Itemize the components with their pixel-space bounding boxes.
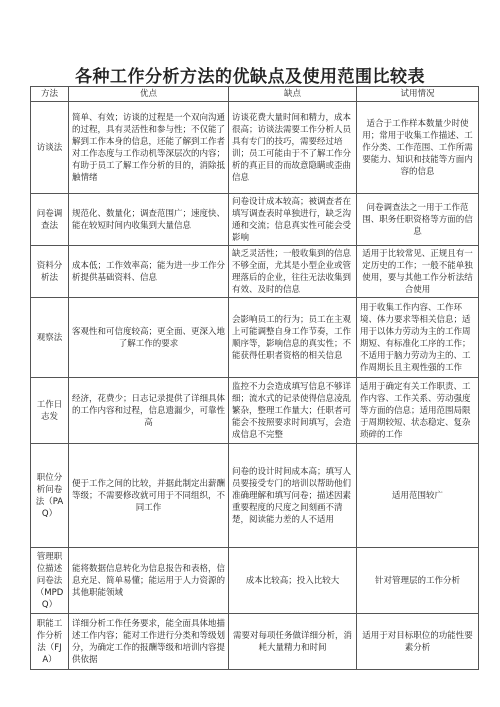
table-row	[31, 378, 479, 444]
method-cell: 工作日志发	[31, 378, 69, 444]
usage-cell: 适用于对目标职位的功能性要素分析	[357, 614, 479, 670]
header-cons: 缺点	[229, 87, 357, 102]
table-row	[31, 246, 479, 298]
method-cell: 管理职位描述问卷法（MPDQ）	[31, 548, 69, 614]
method-cell: 职能工作分析法（FJA）	[31, 614, 69, 670]
cons-cell: 缺乏灵活性；一般收集到的信息不够全面，尤其是小型企业或管理落后的企业，往往无法收集到有效、及时的信息	[229, 246, 357, 298]
cons-cell: 问卷的设计时间成本高；填写人员要接受专门的培训以帮助他们准确理解和填写问卷；描述因素重要程度的尺度之间刻画不清楚，阅读能力差的人不适用	[229, 444, 357, 548]
method-cell: 职位分析问卷法（PAQ）	[31, 444, 69, 548]
cons-cell: 成本比较高；投入比较大	[229, 548, 357, 614]
pros-cell: 成本低；工作效率高；能为进一步工作分析提供基础资料、信息	[69, 246, 229, 298]
header-row	[31, 87, 479, 102]
table-row	[31, 194, 479, 246]
usage-cell: 适用于比较常见、正规且有一定历史的工作；一般不能单独使用，要与其他工作分析法结合使用	[357, 246, 479, 298]
cons-cell: 会影响员工的行为；员工在主观上可能调整自身工作节奏，工作顺序等，影响信息的真实性；不能获得任职者资格的相关信息	[229, 298, 357, 378]
cons-cell: 需要对每项任务做详细分析，消耗大量精力和时间	[229, 614, 357, 670]
header-method: 方法	[31, 87, 69, 102]
pros-cell: 规范化、数量化；调查范围广；速度快、能在较短时间内收集到大量信息	[69, 194, 229, 246]
pros-cell: 能将数据信息转化为信息报告和表格，信息充足、简单易懂；能运用于人力资源的其他职能领域	[69, 548, 229, 614]
table-row	[31, 614, 479, 670]
pros-cell: 便于工作之间的比较，并据此制定出薪酬等级；不需要修改就可用于不同组织，不同工作	[69, 444, 229, 548]
page-title: 各种工作分析方法的优缺点及使用范围比较表	[75, 67, 425, 87]
usage-cell: 适用范围较广	[357, 444, 479, 548]
table-row	[31, 444, 479, 548]
method-cell: 访谈法	[31, 102, 69, 194]
pros-cell: 详细分析工作任务要求，能全面具体地描述工作内容；能对工作进行分类和等级划分，为确定工作的报酬等级和培训内容提供依据	[69, 614, 229, 670]
method-cell: 问卷调查法	[31, 194, 69, 246]
usage-cell: 针对管理层的工作分析	[357, 548, 479, 614]
usage-cell: 适合于工作样本数量少时使用；常用于收集工作描述、工作分类、工作范围、工作所需要能力、知识和技能等方面内容的信息	[357, 102, 479, 194]
usage-cell: 用于收集工作内容、工作环境、体力要求等相关信息；适用于以体力劳动为主的工作周期短、有标准化工序的工作；不适用于脑力劳动为主的、工作周期长且主观性强的工作	[357, 298, 479, 378]
header-usage: 试用情况	[357, 87, 479, 102]
table-row	[31, 298, 479, 378]
method-cell: 观察法	[31, 298, 69, 378]
cons-cell: 监控不力会造成填写信息不够详细；流水式的记录使得信息凌乱繁杂，整理工作量大；任职者可能会不按照要求时间填写，会造成信息不完整	[229, 378, 357, 444]
usage-cell: 问卷调查法之一用于工作范围、职务任职资格等方面的信息	[357, 194, 479, 246]
table-row	[31, 102, 479, 194]
comparison-table	[30, 86, 479, 670]
pros-cell: 简单、有效；访谈的过程是一个双向沟通的过程，具有灵活性和参与性；不仅能了解到工作本身的信息，还能了解到工作者对工作态度与工作动机等深层次的内容；有助于员工了解工作分析的目的，消除抵触情绪	[69, 102, 229, 194]
usage-cell: 适用于确定有关工作职责、工作内容、工作关系、劳动强度等方面的信息；适用范围局限于周期较短、状态稳定、复杂琐碎的工作	[357, 378, 479, 444]
header-pros: 优点	[69, 87, 229, 102]
cons-cell: 访谈花费大量时间和精力，成本很高；访谈法需要工作分析人员具有专门的技巧，需要经过培训；员工可能由于不了解工作分析的真正目的而故意隐瞒或歪曲信息	[229, 102, 357, 194]
method-cell: 资料分析法	[31, 246, 69, 298]
cons-cell: 问卷设计成本较高；被调查者在填写调查表时单独进行，缺乏沟通和交流；信息真实性可能会受影响	[229, 194, 357, 246]
pros-cell: 经济，花费少；日志记录提供了详细具体的工作内容和过程，信息遗漏少，可靠性高	[69, 378, 229, 444]
table-row	[31, 548, 479, 614]
pros-cell: 客观性和可信度较高；更全面、更深入地了解工作的要求	[69, 298, 229, 378]
